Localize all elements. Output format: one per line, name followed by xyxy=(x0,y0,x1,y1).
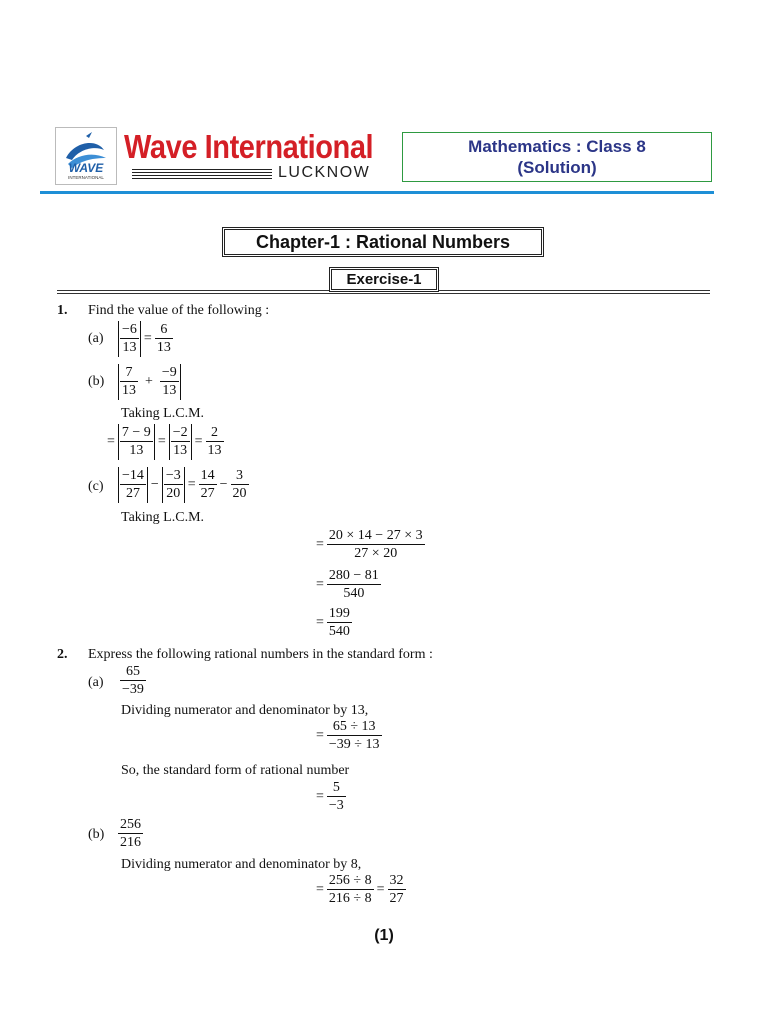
step-text: Taking L.C.M. xyxy=(121,406,205,421)
expression-2a-step: = $\frac{65 \div 13}{-39 \div 13}$ xyxy=(316,719,380,752)
expression-2b: $\frac{256}{216}$ xyxy=(120,817,141,850)
step-text: Taking L.C.M. xyxy=(121,510,205,525)
question-text: Find the value of the following : xyxy=(88,303,270,318)
expression-2b-result: = $\frac{256 \div 8}{216 \div 8}$ = $\frac{32}{27}$ xyxy=(316,873,404,906)
brand-logo xyxy=(55,127,117,185)
step-text: Dividing numerator and denominator by 8, xyxy=(121,857,362,872)
chapter-title: Chapter-1 : Rational Numbers xyxy=(222,227,544,257)
exercise-title: Exercise-1 xyxy=(329,267,439,292)
part-label: (b) xyxy=(88,827,105,842)
brand-city: LUCKNOW xyxy=(278,164,371,181)
expression-1b: $\frac{7}{13}$ + $\frac{-9}{13}$ xyxy=(118,364,181,400)
brand-decoration-lines xyxy=(132,169,272,180)
part-label: (a) xyxy=(88,675,104,690)
question-text: Express the following rational numbers in the standard form : xyxy=(88,647,433,662)
divider-bottom xyxy=(57,293,710,294)
expression-1b-result: = $\frac{7 - 9}{13}$ = $\frac{-2}{13}$ = $\frac{2}{13}$ xyxy=(107,425,222,458)
expression-1c: $\frac{-14}{27}$ − $\frac{-3}{20}$ = $\frac{14}{27}$ − $\frac{3}{20}$ xyxy=(118,467,249,503)
expression-2a-result: = $\frac{5}{-3}$ xyxy=(316,780,344,813)
step-text: Dividing numerator and denominator by 13, xyxy=(121,703,369,718)
expression-1c-result: = $\frac{199}{540}$ xyxy=(316,606,350,639)
subject-subtitle: (Solution) xyxy=(517,158,597,177)
question-number: 2. xyxy=(57,647,68,662)
subject-title: Mathematics : Class 8 xyxy=(468,137,646,156)
step-text: So, the standard form of rational number xyxy=(121,763,350,778)
header-rule xyxy=(40,191,714,194)
part-label: (b) xyxy=(88,374,105,389)
expression-1c-step2: = $\frac{280 - 81}{540}$ xyxy=(316,568,379,601)
expression-1a: $\frac{-6}{13}$ = $\frac{6}{13}$ xyxy=(118,321,173,357)
subject-box xyxy=(402,132,712,182)
brand-name: Wave International xyxy=(124,128,374,165)
part-label: (a) xyxy=(88,331,104,346)
question-number: 1. xyxy=(57,303,68,318)
part-label: (c) xyxy=(88,479,104,494)
expression-2a: $\frac{65}{-39}$ xyxy=(122,664,144,697)
logo-text: WAVE xyxy=(68,161,104,175)
page-number: (1) xyxy=(374,927,394,944)
logo-subtext: INTERNATIONAL xyxy=(68,175,104,180)
expression-1c-step1: = $\frac{20 \times 14 - 27 \times 3}{27 \times 20}$ xyxy=(316,528,423,561)
